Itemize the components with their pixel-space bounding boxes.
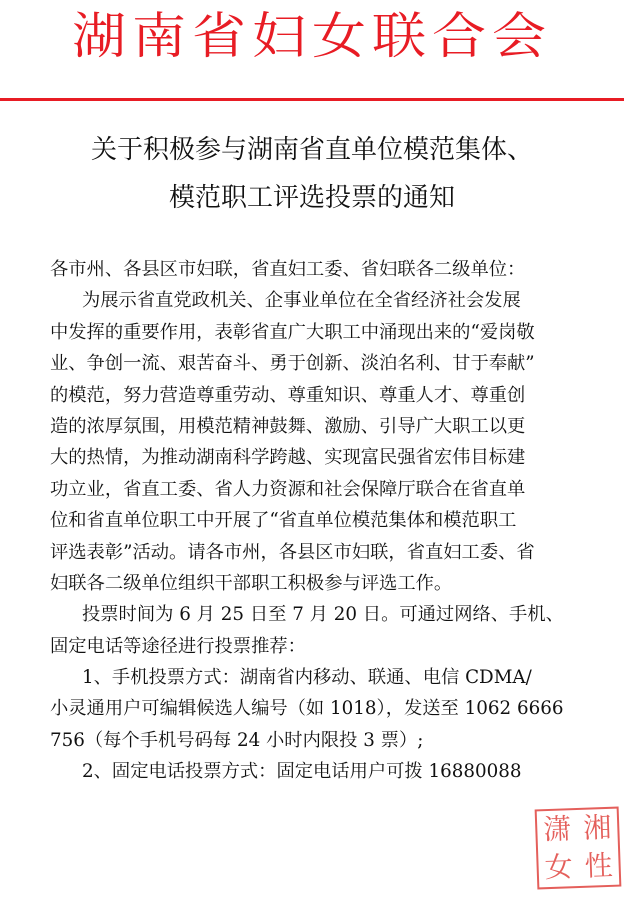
organization-name: 湖南省妇女联合会 [72, 6, 552, 65]
paragraph-1-line: 大的热情，为推动湖南科学跨越、实现富民强省宏伟目标建 [50, 447, 526, 469]
seal-char: 女 [544, 850, 574, 885]
document-body [50, 254, 596, 788]
letterhead-divider [0, 98, 624, 101]
paragraph-1-line: 中发挥的重要作用，表彰省直广大职工中涌现出来的“爱岗敬 [50, 321, 535, 343]
paragraph-1-line: 的模范，努力营造尊重劳动、尊重知识、尊重人才、尊重创 [50, 384, 526, 406]
letterhead [0, 0, 624, 104]
seal-char: 湘 [582, 810, 612, 845]
paragraph-1-line: 造的浓厚氛围，用模范精神鼓舞、激励、引导广大职工以更 [50, 415, 526, 437]
paragraph-1-line: 为展示省直党政机关、企事业单位在全省经济社会发展 [82, 290, 521, 312]
document-title-line-2: 模范职工评选投票的通知 [168, 183, 455, 213]
paragraph-2-line: 固定电话等途径进行投票推荐： [50, 635, 306, 657]
seal-char: 性 [584, 848, 614, 883]
paragraph-1-line: 评选表彰”活动。请各市州，各县区市妇联，省直妇工委、省 [50, 541, 535, 563]
paragraph-1-line: 妇联各二级单位组织干部职工积极参与评选工作。 [50, 572, 453, 594]
salutation: 各市州、各县区市妇联，省直妇工委、省妇联各二级单位： [50, 259, 526, 280]
paragraph-3-line: 1、手机投票方式：湖南省内移动、联通、电信 CDMA/ [82, 667, 532, 689]
paragraph-1-line: 业、争创一流、艰苦奋斗、勇于创新、淡泊名利、甘于奉献” [50, 353, 535, 375]
document-title [0, 126, 624, 222]
seal-char: 潇 [542, 812, 572, 847]
document-title-line-1: 关于积极参与湖南省直单位模范集体、 [90, 135, 533, 165]
paragraph-1-line: 位和省直单位职工中开展了“省直单位模范集体和模范职工 [50, 510, 517, 532]
paragraph-2-line: 投票时间为 6 月 25 日至 7 月 20 日。可通过网络、手机、 [82, 604, 564, 626]
paragraph-3-line: 小灵通用户可编辑候选人编号（如 1018），发送至 1062 6666 [50, 698, 564, 720]
official-seal-stamp [535, 807, 622, 890]
paragraph-3-line: 756（每个手机号码每 24 小时内限投 3 票）; [50, 729, 424, 751]
paragraph-4-line: 2、固定电话投票方式：固定电话用户可拨 16880088 [82, 761, 522, 783]
paragraph-1-line: 功立业，省直工委、省人力资源和社会保障厅联合在省直单 [50, 478, 526, 500]
